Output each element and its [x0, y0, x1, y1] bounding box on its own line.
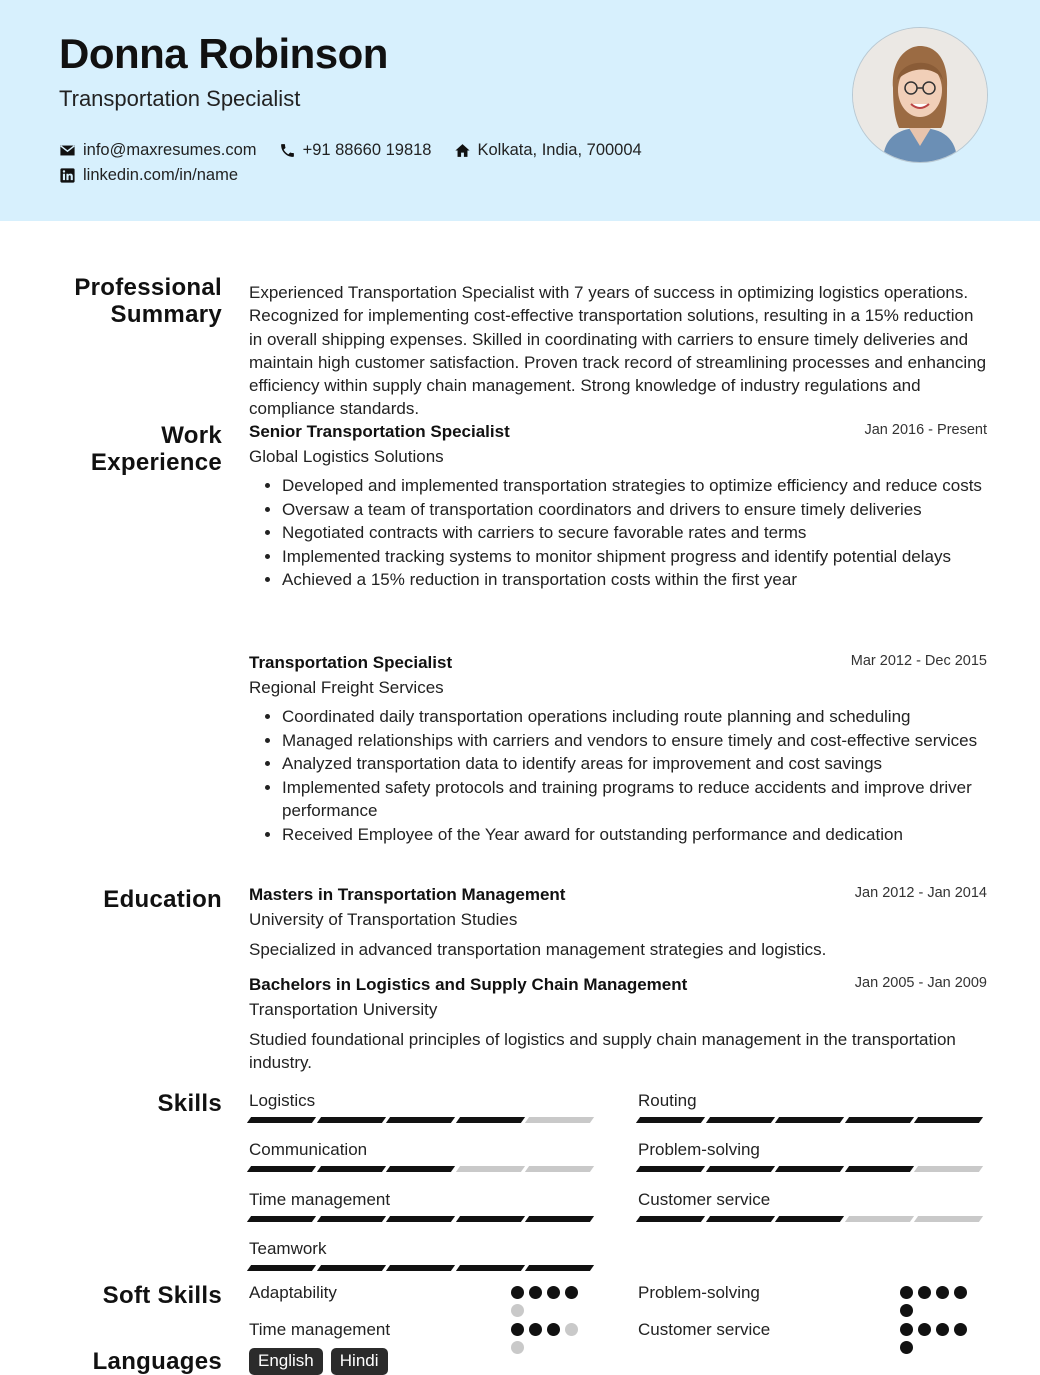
rating-dot: [954, 1286, 967, 1299]
skill-name: Customer service: [638, 1190, 771, 1209]
job-bullets: [249, 705, 987, 847]
skill-item: [249, 1140, 597, 1172]
skill-level-bar: [249, 1117, 597, 1123]
skill-item: [638, 1140, 986, 1172]
linkedin-text: linkedin.com/in/name: [83, 166, 238, 184]
skill-item: [638, 1091, 986, 1123]
skill-level-bar: [249, 1216, 597, 1222]
skill-item: [249, 1239, 597, 1271]
skill-level-segment: [456, 1265, 525, 1271]
education-description: Studied foundational principles of logistics and supply chain management in the transportation industry.: [249, 1030, 956, 1073]
soft-skill-name: Adaptability: [249, 1283, 337, 1302]
skill-level-segment: [705, 1216, 774, 1222]
skill-level-segment: [456, 1117, 525, 1123]
job-title: Senior Transportation Specialist: [249, 422, 510, 441]
label-line: Work: [161, 422, 222, 449]
skill-level-segment: [775, 1117, 844, 1123]
label-line: Summary: [110, 301, 222, 328]
skill-level-segment: [705, 1117, 774, 1123]
skill-level-segment: [525, 1117, 594, 1123]
skill-item: [638, 1190, 986, 1222]
location-text: Kolkata, India, 700004: [477, 141, 642, 159]
degree-title: Masters in Transportation Management: [249, 885, 566, 904]
skill-level-segment: [775, 1216, 844, 1222]
skill-level-segment: [775, 1166, 844, 1172]
skill-name: Time management: [249, 1190, 391, 1209]
summary-text: Experienced Transportation Specialist with 7 years of success in optimizing logistics operations. Recognized for implementing cost-effective transportation solutions, resulting in a 15% reduction in overall shipping expenses. Skilled in coordinating with carriers to ensure timely deliveries and maintain high customer satisfaction. Proven track record of streamlining processes and enhancing efficiency within supply chain management. Strong knowledge of industry regulations and compliance standards.: [249, 283, 987, 419]
skill-level-segment: [845, 1216, 914, 1222]
skill-level-segment: [914, 1117, 983, 1123]
skill-item: [249, 1190, 597, 1222]
school-name: University of Transportation Studies: [249, 910, 518, 929]
skill-level-segment: [386, 1216, 455, 1222]
job-entry: [249, 422, 987, 592]
skill-level-segment: [845, 1166, 914, 1172]
skill-level-segment: [636, 1166, 705, 1172]
home-icon: [454, 142, 471, 159]
job-company: Global Logistics Solutions: [249, 447, 444, 466]
skill-name: Problem-solving: [638, 1140, 760, 1159]
skill-level-segment: [316, 1216, 385, 1222]
rating-dot: [900, 1341, 913, 1354]
education-date: Jan 2012 - Jan 2014: [854, 885, 987, 901]
soft-skill-item: [638, 1320, 986, 1340]
rating-dot: [565, 1286, 578, 1299]
skill-name: Teamwork: [249, 1239, 327, 1258]
soft-skill-rating: [511, 1323, 586, 1359]
skill-level-segment: [386, 1166, 455, 1172]
soft-skill-rating: [900, 1323, 975, 1359]
label-line: Professional: [74, 274, 222, 301]
rating-dot: [900, 1304, 913, 1317]
phone-icon: [279, 142, 296, 159]
list-item: • Developed and implemented transportation strategies to optimize efficiency and reduce costs: [282, 474, 987, 498]
list-item: • Implemented safety protocols and training programs to reduce accidents and improve driver performance: [282, 776, 987, 823]
language-tag: English: [249, 1348, 323, 1375]
skill-level-segment: [316, 1166, 385, 1172]
email-text: info@maxresumes.com: [83, 141, 257, 159]
section-label-education: Education: [103, 886, 222, 913]
rating-dot: [936, 1323, 949, 1336]
list-item: • Managed relationships with carriers and vendors to ensure timely and cost-effective services: [282, 729, 987, 753]
linkedin-icon: [59, 167, 76, 184]
resume-header: [0, 0, 1040, 221]
soft-skill-item: [638, 1283, 986, 1303]
list-item: • Received Employee of the Year award for outstanding performance and dedication: [282, 823, 987, 847]
skill-level-segment: [456, 1216, 525, 1222]
skill-level-segment: [386, 1117, 455, 1123]
job-entry: [249, 653, 987, 847]
rating-dot: [954, 1323, 967, 1336]
language-tag: Hindi: [331, 1348, 388, 1375]
rating-dot: [900, 1323, 913, 1336]
job-date: Mar 2012 - Dec 2015: [850, 653, 987, 669]
skill-level-bar: [249, 1166, 597, 1172]
soft-skill-item: [249, 1283, 597, 1303]
skill-level-segment: [247, 1166, 316, 1172]
school-name: Transportation University: [249, 1000, 438, 1019]
language-tags: [249, 1348, 396, 1375]
skill-level-segment: [914, 1216, 983, 1222]
skill-level-segment: [247, 1216, 316, 1222]
rating-dot: [547, 1286, 560, 1299]
rating-dot: [511, 1341, 524, 1354]
skill-name: Communication: [249, 1140, 368, 1159]
phone-text: +91 88660 19818: [302, 141, 432, 159]
degree-title: Bachelors in Logistics and Supply Chain Management: [249, 975, 688, 994]
list-item: • Implemented tracking systems to monitor shipment progress and identify potential delays: [282, 545, 987, 569]
rating-dot: [936, 1286, 949, 1299]
soft-skill-name: Customer service: [638, 1320, 771, 1339]
job-bullets: [249, 474, 987, 592]
email-contact[interactable]: [59, 141, 257, 160]
soft-skill-item: [249, 1320, 597, 1340]
skill-level-segment: [525, 1166, 594, 1172]
rating-dot: [918, 1286, 931, 1299]
skill-level-segment: [525, 1265, 594, 1271]
skill-level-segment: [705, 1166, 774, 1172]
contact-info: [59, 138, 664, 188]
job-title: Transportation Specialist: [249, 653, 453, 672]
skill-level-bar: [638, 1166, 986, 1172]
job-company: Regional Freight Services: [249, 678, 444, 697]
rating-dot: [547, 1323, 560, 1336]
section-label-soft-skills: Soft Skills: [102, 1282, 222, 1309]
skill-level-bar: [638, 1216, 986, 1222]
list-item: • Oversaw a team of transportation coordinators and drivers to ensure timely deliveries: [282, 498, 987, 522]
rating-dot: [511, 1304, 524, 1317]
education-date: Jan 2005 - Jan 2009: [854, 975, 987, 991]
rating-dot: [918, 1323, 931, 1336]
education-entry: [249, 885, 987, 961]
list-item: • Analyzed transportation data to identify areas for improvement and cost savings: [282, 752, 987, 776]
skill-level-segment: [386, 1265, 455, 1271]
profile-photo: [852, 27, 988, 163]
education-description: Specialized in advanced transportation management strategies and logistics.: [249, 940, 827, 959]
candidate-name: Donna Robinson: [59, 30, 388, 77]
rating-dot: [511, 1286, 524, 1299]
rating-dot: [900, 1286, 913, 1299]
location-contact: [454, 141, 642, 160]
linkedin-contact[interactable]: [59, 166, 238, 185]
skill-level-segment: [247, 1117, 316, 1123]
education-entry: [249, 975, 987, 1075]
envelope-icon: [59, 142, 76, 159]
soft-skill-rating: [900, 1286, 975, 1322]
skill-level-segment: [316, 1265, 385, 1271]
portrait-illustration: [853, 28, 987, 162]
skill-level-segment: [525, 1216, 594, 1222]
skill-level-segment: [914, 1166, 983, 1172]
skill-name: Routing: [638, 1091, 697, 1110]
list-item: • Achieved a 15% reduction in transportation costs within the first year: [282, 568, 987, 592]
rating-dot: [565, 1323, 578, 1336]
phone-contact[interactable]: [279, 141, 432, 160]
rating-dot: [529, 1323, 542, 1336]
skill-level-segment: [636, 1117, 705, 1123]
list-item: • Negotiated contracts with carriers to secure favorable rates and terms: [282, 521, 987, 545]
skill-level-bar: [249, 1265, 597, 1271]
skill-level-bar: [638, 1117, 986, 1123]
section-label-work: [91, 422, 222, 476]
skill-level-segment: [316, 1117, 385, 1123]
rating-dot: [511, 1323, 524, 1336]
skill-level-segment: [247, 1265, 316, 1271]
rating-dot: [529, 1286, 542, 1299]
skill-item: [249, 1091, 597, 1123]
candidate-title: Transportation Specialist: [59, 86, 301, 111]
section-label-languages: Languages: [92, 1348, 222, 1375]
skill-level-segment: [636, 1216, 705, 1222]
skill-level-segment: [456, 1166, 525, 1172]
label-line: Experience: [90, 449, 222, 476]
soft-skill-name: Problem-solving: [638, 1283, 760, 1302]
section-label-skills: Skills: [157, 1090, 222, 1117]
soft-skill-name: Time management: [249, 1320, 391, 1339]
skill-name: Logistics: [249, 1091, 316, 1110]
job-date: Jan 2016 - Present: [864, 422, 987, 438]
section-label-summary: [74, 274, 222, 328]
skill-level-segment: [845, 1117, 914, 1123]
list-item: • Coordinated daily transportation operations including route planning and scheduling: [282, 705, 987, 729]
soft-skill-rating: [511, 1286, 586, 1322]
